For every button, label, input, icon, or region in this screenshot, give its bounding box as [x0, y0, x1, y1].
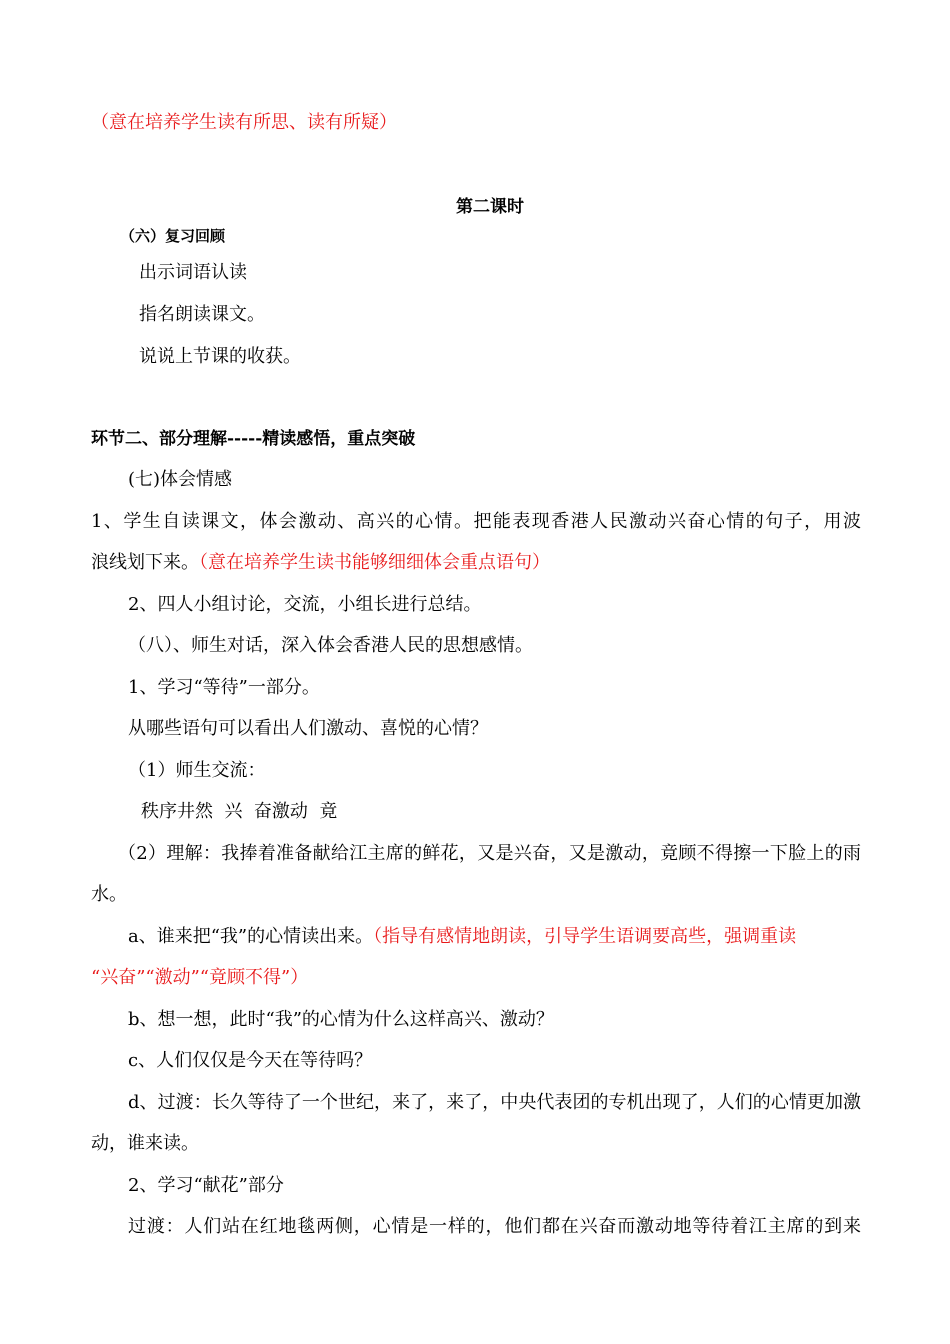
para1-line2	[91, 552, 550, 574]
understand-line1: （2）理解：我捧着准备献给江主席的鲜花，又是兴奋，又是激动，竟顾不得擦一下脸上的雨	[118, 843, 861, 864]
exchange: （1）师生交流：	[128, 760, 266, 781]
para2: 2、四人小组讨论，交流，小组长进行总结。	[128, 594, 482, 615]
review-item: 说说上节课的收获。	[139, 346, 301, 367]
question1: 从哪些语句可以看出人们激动、喜悦的心情？	[128, 718, 488, 739]
review-item: 出示词语认读	[139, 262, 247, 283]
understand-line2: 水。	[91, 884, 127, 905]
review-heading: （六）复习回顾	[120, 227, 226, 245]
keywords: 秩序井然 兴 奋激动 竟	[141, 801, 338, 822]
c-line: c、人们仅仅是今天在等待吗？	[128, 1050, 373, 1071]
d-line2: 动，谁来读。	[91, 1133, 199, 1154]
a-note: （指导有感情地朗读，引导学生语调要高些，强调重读	[373, 926, 797, 947]
b-line: b、想一想，此时“我”的心情为什么这样高兴、激动？	[128, 1009, 554, 1030]
review-item: 指名朗读课文。	[139, 304, 265, 325]
para1-line1: 1、学生自读课文，体会激动、高兴的心情。把能表现香港人民激动兴奋心情的句子，用波	[91, 511, 861, 532]
para1-line2-text: 浪线划下来。	[91, 552, 199, 573]
para1-note: （意在培养学生读书能够细细体会重点语句）	[199, 552, 550, 573]
transition-line: 过渡：人们站在红地毯两侧，心情是一样的，他们都在兴奋而激动地等待着江主席的到来	[128, 1216, 861, 1237]
a-text: a、谁来把“我”的心情读出来。	[128, 926, 374, 947]
lesson-title: 第二课时	[456, 197, 524, 217]
section2-heading: 环节二、部分理解-----精读感悟，重点突破	[91, 429, 416, 449]
d-line1: d、过渡：长久等待了一个世纪，来了，来了，中央代表团的专机出现了，人们的心情更加激	[128, 1092, 861, 1113]
note-top: （意在培养学生读有所思、读有所疑）	[91, 112, 397, 133]
seven-heading: (七)体会情感	[128, 469, 233, 490]
a-line	[128, 926, 796, 948]
study1: 1、学习“等待”一部分。	[128, 677, 320, 698]
study2: 2、学习“献花”部分	[128, 1175, 284, 1196]
eight-heading: （八）、师生对话，深入体会香港人民的思想感情。	[128, 635, 533, 656]
a-note-line2: “兴奋”“激动”“竟顾不得”）	[91, 967, 309, 988]
